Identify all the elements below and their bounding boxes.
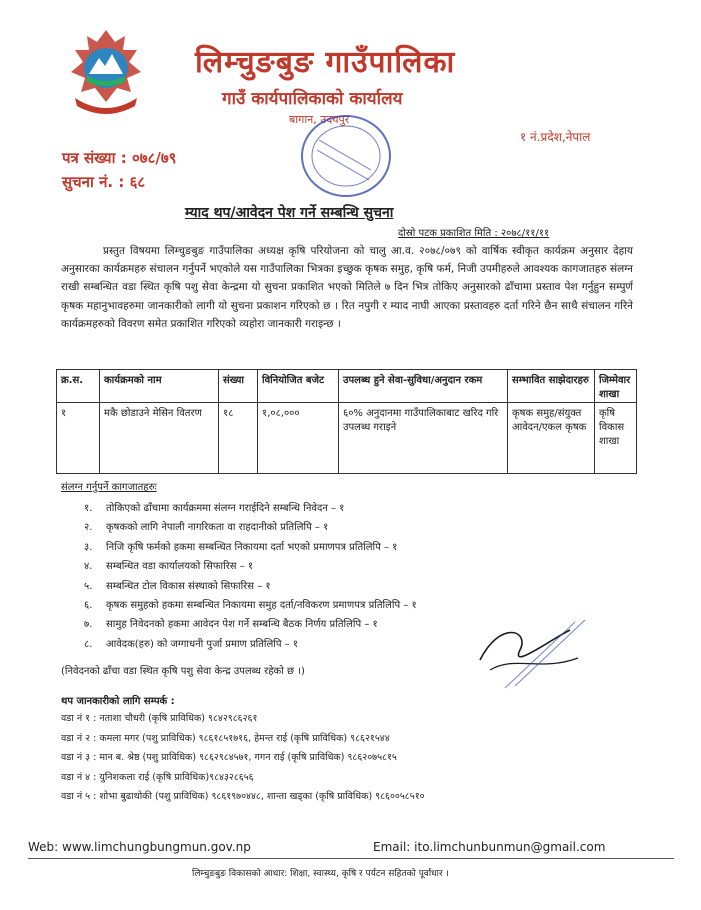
table-header: संख्या [219,370,258,403]
footer-divider [28,858,674,859]
contact-list [61,711,425,809]
list-item: वडा नं ४ : युनिशकला राई (कृषि प्राविधिक)९८४३२८६५६ [61,771,254,783]
list-item [84,558,417,577]
table-cell: ६०% अनुदानमा गाउँपालिकाबाट खरिद गरि उपलब्ध गराइने [339,403,508,474]
list-item: वडा नं ५ : शोभा बुढाथोकी (पशु प्राविधिक) ९८६१९७०४४८, शान्ता खड्का (कृषि प्राविधिक) ९८६००५८५१० [61,791,425,803]
publish-date: दोस्रो पटक प्रकाशित मिति : २०७८/११/११ [398,228,550,239]
list-item: वडा नं १ : नताशा चौधरी (कृषि प्राविधिक) ९८४२९८६२६१ [61,713,258,724]
program-table [56,369,637,474]
list-item: वडा नं ३ : मान ब. श्रेष्ठ (पशु प्राविधिक) ९८६२९८४५७१, गगन राई (कृषि प्राविधिक) ९८६२०७५८१५ [61,752,397,764]
list-item [84,636,417,655]
province-label: १ नं.प्रदेश,नेपाल [520,130,591,144]
notice-title: म्याद थप/आवेदन पेश गर्ने सम्बन्धि सुचना [185,205,394,221]
website-link[interactable]: Web: www.limchungbungmun.gov.np [28,840,251,854]
office-stamp-icon [297,110,395,202]
list-item [84,578,417,597]
table-header: उपलब्ध हुने सेवा-सुविधा/अनुदान रकम [339,370,508,403]
table-row [57,403,637,474]
list-item [84,519,417,538]
table-header: क्र.स. [57,370,100,403]
list-item-number: ३. [84,541,93,553]
table-header: विनियोजित बजेट [258,370,339,403]
list-item-number: १. [84,503,93,514]
list-item-text: कृषक समुहको हकमा सम्बन्धित निकायमा समुह दर्ता/नविकरण प्रमाणपत्र प्रतिलिपि – १ [106,599,417,611]
list-item-text: सामुह निवेदनको हकमा आवेदन पेश गर्ने सम्बन्धि बैठक निर्णय प्रतिलिपि – १ [106,619,378,631]
list-item-number: ४. [84,561,93,573]
table-header: सम्भावित साझेदारहरु [508,370,595,403]
letter-number: पत्र संख्या : ०७८/७९ [62,149,177,167]
table-cell: कृषि विकास शाखा [595,403,637,474]
office-address: बागान, उदयपुर [289,113,350,126]
notice-body: प्रस्तुत विषयमा लिम्चुङबुङ गाउँपालिका अध्यक्ष कृषि परियोजना को चालु आ.व. २०७८/०७९ को वार्षिक स्वीकृत कार्यक्रम अनुसार देहाय अनुसारका कार्यक्रमहरु संचालन गर्नुपर्ने भएकोले यस गाउँपालिका भित्रका इच्छुक कृषक समुह, कृषि फर्म, निजी उपमीहरुले आवश्यक कागजातहरु संलग्न राखी सम्बन्धित वडा स्थित कृषि पशु सेवा केन्द्रमा यो सुचना प्रकाशित भएको मितिले ७ दिन भित्र तोकिए अनुसारको ढाँचामा प्रस्ताव पेश गर्नुहुन सम्पुर्ण कृषक महानुभावहरुमा जानकारीको लागी यो सुचना प्रकाशन गरिएको छ । रित नपुगी र म्याद नाघी आएका प्रस्तावहरु दर्ता गरिने छैन साथै संचालन गरिने कार्यक्रमहरुको विवरण समेत प्रकाशित गरिएको व्यहोरा जानकारी गराइन्छ । [61,245,633,330]
list-item-number: ६. [84,599,93,611]
government-emblem-icon [65,28,147,116]
table-header: जिम्मेवार शाखा [595,370,637,403]
list-item-text: आवेदक(हरु) को जग्गाधनी पुर्जा प्रमाण प्रतिलिपि – १ [106,638,299,650]
email-link[interactable]: Email: ito.limchunbunmun@gmail.com [373,840,606,854]
table-cell: १,०८,००० [258,403,339,474]
notice-number: सुचना नं. : ६८ [62,173,146,191]
list-item-number: ७. [84,619,93,631]
list-item-text: सम्बन्धित वडा कार्यालयको सिफारिस – १ [106,561,254,573]
signature-icon [460,600,590,695]
list-item [84,597,417,616]
list-item-text: तोकिएको ढाँचामा कार्यक्रममा संलग्न गराईदिने सम्बन्धि निवेदन – १ [106,503,345,514]
table-cell: १८ [219,403,258,474]
list-item-text: कृषकको लागि नेपाली नागरिकता वा राहदानीको प्रतिलिपि – १ [106,522,329,534]
table-cell: मकै छोडाउने मेसिन वितरण [100,403,219,474]
list-item-text: निजि कृषि फर्मको हकमा सम्बन्धित निकायमा दर्ता भएको प्रमाणपत्र प्रतिलिपि – १ [106,541,398,553]
list-item: वडा नं २ : कमला मगर (पशु प्राविधिक) ९८६१८५१७१६, हेमन्त राई (कृषि प्राविधिक) ९८६२१५४४ [61,732,390,744]
list-item [84,616,417,635]
contact-heading: थप जानकारीको लागि सम्पर्क : [61,696,175,707]
table-header-row [57,370,637,403]
list-item-text: सम्बन्धित टोल विकास संस्थाको सिफारिस – १ [106,580,271,592]
list-item-number: ५. [84,580,93,592]
list-item-number: २. [84,522,93,534]
table-header: कार्यक्रमको नाम [100,370,219,403]
office-subtitle: गाउँ कार्यपालिकाको कार्यालय [222,89,403,109]
list-item [84,500,417,519]
list-item [84,539,417,558]
documents-note: (निवेदनको ढाँचा वडा स्थित कृषि पशु सेवा केन्द्र उपलब्ध रहेको छ ।) [61,666,305,677]
documents-heading: संलग्न गर्नुपर्ने कागजातहरुः [61,482,157,493]
municipality-title: लिम्चुङबुङ गाउँपालिका [195,45,456,80]
list-item-number: ८. [84,638,93,650]
footer-tagline: लिम्चुङबुङ विकासको आधार: शिक्षा, स्वास्थ्य, कृषि र पर्यटन सहितको पूर्वाधार । [192,869,449,879]
documents-list [84,500,417,655]
table-cell: कृषक समुह/संयुक्त आवेदन/एकल कृषक [508,403,595,474]
table-cell: १ [57,403,100,474]
